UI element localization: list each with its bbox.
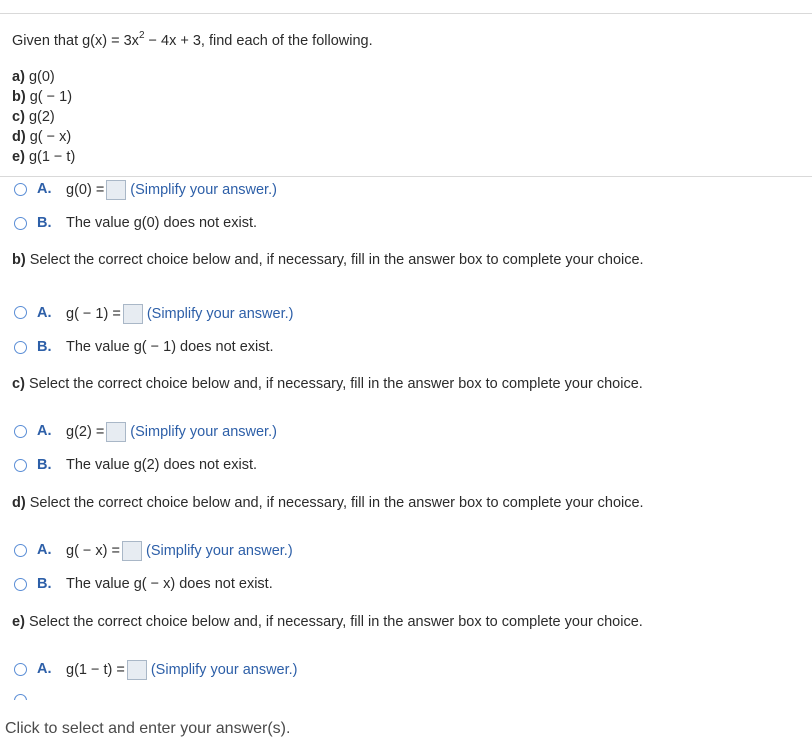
part-expr: g(2) [28, 109, 55, 125]
option-b-letter[interactable]: B. [37, 457, 52, 473]
option-b-text[interactable]: The value g(0) does not exist. [66, 215, 258, 231]
clipped-option-b [0, 690, 812, 700]
option-a-expr: g( − 1) = [66, 305, 121, 322]
option-a-answer [66, 541, 293, 561]
prompt-e [12, 614, 643, 630]
option-a-radio[interactable] [14, 663, 27, 676]
prompt-label: c) [12, 376, 25, 392]
option-a-expr: g(0) = [66, 181, 105, 198]
part-d [12, 127, 71, 147]
prompt-text: Select the correct choice below and, if necessary, fill in the answer box to complete your choice. [28, 614, 643, 630]
option-a-answer [66, 304, 293, 324]
answer-box[interactable] [122, 541, 142, 561]
question-prefix: Given that g(x) = 3x [12, 33, 139, 49]
prompt-b [12, 252, 644, 268]
answer-box[interactable] [106, 180, 126, 200]
part-label: e) [12, 149, 25, 165]
prompt-text: Select the correct choice below and, if necessary, fill in the answer box to complete your choice. [28, 376, 643, 392]
option-b-text[interactable]: The value g( − 1) does not exist. [66, 339, 274, 355]
question-suffix: − 4x + 3, find each of the following. [144, 33, 373, 49]
option-a-expr: g( − x) = [66, 542, 120, 559]
option-a-letter[interactable]: A. [37, 305, 52, 321]
simplify-hint: (Simplify your answer.) [130, 423, 277, 440]
option-a-radio[interactable] [14, 425, 27, 438]
prompt-label: e) [12, 614, 25, 630]
option-b-radio[interactable] [14, 341, 27, 354]
footer-instruction: Click to select and enter your answer(s). [5, 720, 291, 737]
part-label: c) [12, 109, 25, 125]
option-a-answer [66, 422, 277, 442]
option-a-letter[interactable]: A. [37, 661, 52, 677]
option-b-letter[interactable]: B. [37, 576, 52, 592]
prompt-label: d) [12, 495, 26, 511]
question-exponent: 2 [138, 30, 145, 41]
prompt-d [12, 495, 644, 511]
prompt-label: b) [12, 252, 26, 268]
option-a-letter[interactable]: A. [37, 423, 52, 439]
option-a-letter[interactable]: A. [37, 542, 52, 558]
option-b-text[interactable]: The value g( − x) does not exist. [66, 576, 273, 592]
part-c [12, 107, 55, 127]
top-divider [0, 13, 812, 14]
option-b-radio[interactable] [14, 694, 27, 700]
simplify-hint: (Simplify your answer.) [146, 305, 294, 322]
part-expr: g(1 − t) [28, 149, 76, 165]
option-b-letter[interactable]: B. [37, 215, 52, 231]
section-divider [0, 176, 812, 177]
option-b-letter[interactable]: B. [37, 339, 52, 355]
option-a-letter[interactable]: A. [37, 181, 52, 197]
answer-box[interactable] [106, 422, 126, 442]
part-label: d) [12, 129, 26, 145]
option-b-radio[interactable] [14, 578, 27, 591]
part-label: b) [12, 89, 26, 105]
option-a-expr: g(1 − t) = [66, 661, 125, 678]
part-expr: g( − x) [29, 129, 72, 145]
simplify-hint: (Simplify your answer.) [130, 181, 277, 198]
option-a-answer [66, 180, 277, 200]
part-b [12, 87, 72, 107]
part-label: a) [12, 69, 25, 85]
prompt-text: Select the correct choice below and, if necessary, fill in the answer box to complete your choice. [29, 252, 644, 268]
part-a [12, 67, 55, 87]
option-a-radio[interactable] [14, 306, 27, 319]
option-a-answer [66, 660, 298, 680]
simplify-hint: (Simplify your answer.) [146, 542, 293, 559]
part-expr: g(0) [28, 69, 55, 85]
question-text [12, 30, 373, 49]
option-b-radio[interactable] [14, 217, 27, 230]
part-expr: g( − 1) [29, 89, 73, 105]
prompt-text: Select the correct choice below and, if necessary, fill in the answer box to complete your choice. [29, 495, 644, 511]
option-a-expr: g(2) = [66, 423, 105, 440]
option-b-text[interactable]: The value g(2) does not exist. [66, 457, 258, 473]
option-a-radio[interactable] [14, 544, 27, 557]
answer-box[interactable] [123, 304, 143, 324]
part-e [12, 147, 75, 167]
answer-box[interactable] [127, 660, 147, 680]
prompt-c [12, 376, 643, 392]
option-a-radio[interactable] [14, 183, 27, 196]
option-b-radio[interactable] [14, 459, 27, 472]
simplify-hint: (Simplify your answer.) [150, 661, 298, 678]
